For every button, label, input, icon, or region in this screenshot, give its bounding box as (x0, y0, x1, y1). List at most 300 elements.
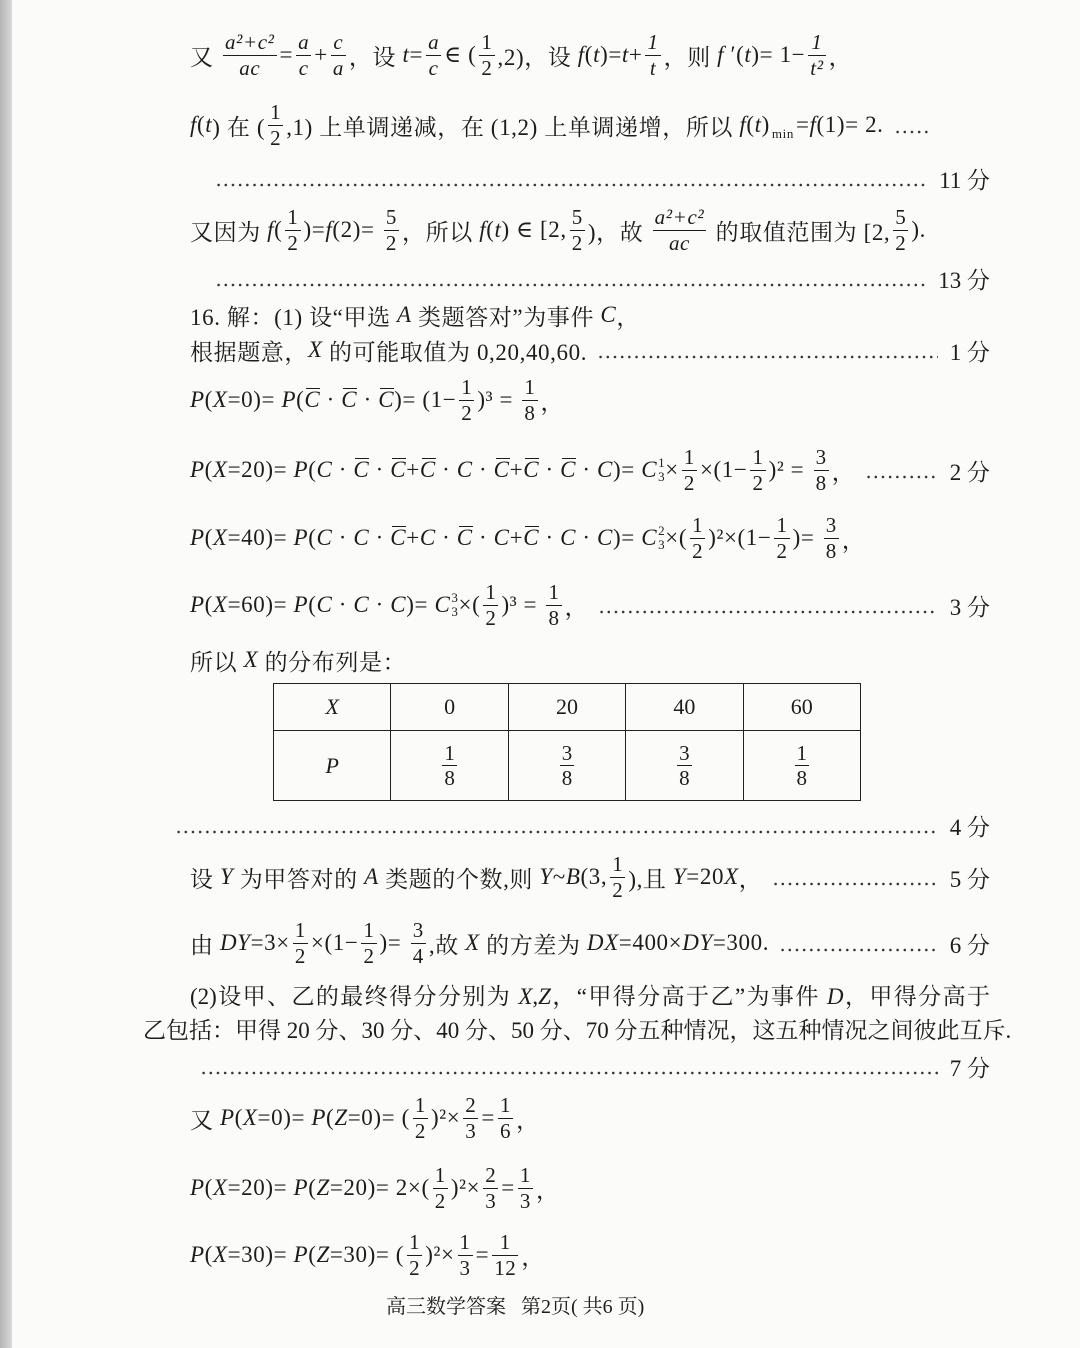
text-run: )²× (425, 1242, 455, 1267)
fraction (518, 1164, 533, 1212)
fraction-denominator: t² (810, 55, 824, 80)
dotted-leader (865, 475, 937, 479)
math-variable: P (293, 1175, 309, 1200)
text-run: + (314, 42, 328, 67)
math-variable: C (353, 592, 370, 617)
fraction-denominator: 2 (895, 230, 907, 255)
combination-base: C (641, 525, 658, 550)
dotted-leader (779, 948, 938, 952)
solution-line (190, 440, 990, 500)
fraction (479, 31, 494, 79)
text-run: 所以 (190, 649, 244, 675)
line-content (190, 514, 865, 562)
line-content (190, 853, 762, 901)
score-line (205, 148, 990, 208)
text-run: )= (379, 930, 408, 955)
text-run: ， (828, 44, 853, 70)
line-content (190, 581, 588, 629)
fraction (411, 919, 426, 967)
math-variable: f (739, 112, 747, 137)
text-run: · (576, 457, 598, 482)
fraction-denominator: 8 (524, 400, 536, 425)
math-variable: C (560, 525, 577, 550)
math-variable: P (311, 1105, 327, 1130)
table-cell (508, 731, 625, 801)
text-run: ) (761, 112, 770, 137)
line-content (190, 984, 990, 1009)
text-run: ， (540, 389, 565, 415)
fraction (690, 514, 705, 562)
math-variable: C (316, 457, 333, 482)
text-run: · (320, 387, 342, 412)
fraction (458, 1231, 473, 1279)
text-run: ( (204, 457, 213, 482)
text-run: (1)= 2. (816, 112, 884, 137)
text-run: ( (274, 217, 283, 242)
fraction-numerator: 1 (524, 375, 536, 400)
fraction-numerator: 5 (385, 205, 398, 230)
fraction-denominator: 12 (494, 1255, 517, 1280)
solution-line (190, 913, 990, 973)
row-label-x: X (274, 684, 391, 731)
text-run: · (472, 457, 494, 482)
fraction-denominator: 2 (485, 605, 497, 630)
combination-base: C (641, 457, 658, 482)
math-variable: f (809, 112, 817, 137)
math-variable: C (456, 457, 473, 482)
math-variable: X (465, 930, 480, 955)
text-run: , (532, 984, 539, 1009)
text-run: )= 1− (751, 42, 806, 67)
math-variable: C (316, 592, 333, 617)
combination-base: C (434, 592, 451, 617)
text-run: + (406, 457, 420, 482)
fraction (645, 31, 660, 79)
text-run: ，甲得分高于 (843, 984, 991, 1009)
math-variable: X (212, 457, 228, 482)
fraction-denominator: 2 (461, 400, 473, 425)
fraction (268, 101, 283, 149)
line-content (190, 1164, 560, 1212)
fraction (750, 446, 765, 494)
score-label: 13 分 (938, 267, 990, 293)
text-run: ， (616, 304, 640, 330)
text-run: · (369, 457, 391, 482)
complement-event: C (390, 457, 407, 483)
distribution-table (273, 683, 861, 801)
combination-superscript: 3 (451, 590, 459, 606)
math-variable: P (190, 525, 205, 550)
math-variable: Y (672, 864, 687, 889)
math-variable: X (724, 864, 739, 889)
fraction-numerator: 3 (561, 740, 573, 765)
text-run: = (279, 42, 294, 67)
text-run: =0)= ( (347, 1105, 410, 1130)
text-run: ，设 (348, 44, 403, 70)
math-variable: A (397, 302, 412, 327)
text-run: ( (204, 525, 213, 550)
line-content (190, 644, 406, 677)
math-variable: Z (316, 1242, 330, 1267)
math-variable: D (826, 984, 844, 1009)
fraction-denominator: 4 (412, 943, 424, 968)
fraction (546, 581, 561, 629)
fraction (285, 206, 300, 254)
complement-event: C (390, 525, 407, 551)
text-run: 为甲答对的 (233, 866, 365, 892)
fraction-denominator: 2 (287, 230, 299, 255)
fraction-denominator: 8 (825, 538, 837, 563)
text-run: ) 在 ( (212, 114, 266, 140)
text-run: · (539, 457, 561, 482)
math-variable: X (518, 984, 533, 1009)
fraction (483, 1164, 498, 1212)
solution-line (190, 1158, 560, 1218)
text-run: 的可能取值为 0,20,40,60. (322, 339, 588, 365)
fraction (774, 514, 789, 562)
score-line (190, 1036, 990, 1096)
fraction (296, 31, 311, 79)
line-content (190, 919, 769, 967)
complement-event: C (419, 457, 436, 483)
fraction-numerator: a (298, 30, 310, 55)
complement-event: C (353, 457, 370, 483)
text-run: ,1) 上单调递减，在 (1,2) 上单调递增，所以 (286, 114, 740, 140)
complement-event: C (523, 525, 540, 551)
text-run: ( (308, 1175, 317, 1200)
text-run: =20 (686, 864, 725, 889)
table-cell: 40 (626, 684, 743, 731)
row-label-p: P (274, 731, 391, 801)
fraction-numerator: c (333, 30, 344, 55)
combination-subscript: 3 (451, 604, 459, 619)
text-run: ),且 (628, 866, 673, 892)
text-run: + (509, 525, 524, 550)
fraction-denominator: t (645, 55, 660, 79)
text-run: (3, (580, 864, 608, 889)
fraction-denominator: 2 (571, 230, 583, 255)
text-run: ( (746, 112, 755, 137)
fraction-numerator: 1 (414, 1093, 426, 1118)
text-run: 类题的个数,则 (378, 866, 540, 892)
complement-event: C (493, 457, 510, 483)
line-content (190, 376, 564, 424)
fraction-numerator: 1 (409, 1230, 421, 1255)
fraction-numerator: 1 (499, 1230, 511, 1255)
fraction (498, 1094, 513, 1142)
text-run: = (475, 1242, 490, 1267)
text-run: =40)= (227, 525, 294, 550)
score-label: 1 分 (949, 339, 990, 365)
text-run: = (409, 42, 424, 67)
fraction-denominator: 6 (499, 1118, 512, 1143)
text-run: 类题答对”为事件 (411, 304, 601, 330)
math-variable: P (190, 457, 205, 482)
text-run: ，则 (663, 44, 718, 70)
text-run: ×( (458, 592, 481, 617)
math-variable: P (190, 1175, 205, 1200)
solution-line (190, 1225, 545, 1285)
text-run: = (795, 112, 810, 137)
text-run: ( (308, 457, 317, 482)
fraction-denominator: 3 (519, 1188, 531, 1213)
text-run: · (332, 525, 354, 550)
text-run: ( (197, 112, 206, 137)
dotted-leader (215, 183, 927, 187)
text-run: ,2)，设 (497, 44, 578, 70)
combination-superscript: 2 (658, 523, 666, 539)
fraction-numerator: 1 (647, 30, 659, 55)
math-variable: C (597, 457, 613, 482)
combination-indices (658, 456, 665, 483)
text-run: · (357, 387, 379, 412)
score-label: 2 分 (949, 459, 990, 485)
fraction-numerator: 1 (485, 580, 497, 605)
combination-indices (451, 591, 458, 618)
line-content (190, 31, 852, 79)
text-run: ( (308, 525, 317, 550)
fraction (407, 1231, 422, 1279)
fraction-denominator: ac (653, 230, 707, 254)
text-run: ， (738, 866, 763, 892)
text-run: ×(1− (699, 457, 748, 482)
text-run: · (576, 525, 598, 550)
score-label: 4 分 (949, 814, 990, 840)
score-label: 3 分 (949, 594, 990, 620)
fraction-numerator: 1 (363, 918, 375, 943)
text-run: )= (600, 42, 622, 67)
complement-event: C (378, 387, 395, 413)
math-variable: f (267, 217, 275, 242)
fraction-numerator: 2 (465, 1093, 477, 1118)
text-run: ， (521, 1244, 546, 1270)
dotted-leader (598, 610, 938, 614)
text-run: )²×(1− (708, 525, 772, 550)
math-variable: P (293, 457, 309, 482)
fraction-numerator: 3 (679, 740, 690, 765)
math-variable: P (293, 525, 309, 550)
math-variable: P (281, 387, 297, 412)
fraction-numerator: 1 (683, 445, 695, 470)
solution-line (190, 95, 928, 155)
text-run: 的分布列是： (258, 649, 407, 675)
fraction (682, 446, 697, 494)
combination-subscript: 3 (658, 537, 666, 552)
fraction (384, 206, 399, 254)
text-run: · (369, 525, 391, 550)
fraction-denominator: 2 (434, 1188, 446, 1213)
math-variable: f (577, 42, 585, 67)
fraction-numerator: 1 (294, 918, 306, 943)
complement-event: C (304, 387, 321, 413)
math-variable: DY (682, 930, 713, 955)
line-content (190, 446, 855, 494)
text-run: 乙包括：甲得 20 分、30 分、40 分、50 分、70 分五种情况，这五种情况之间彼此互斥. (143, 1018, 1012, 1043)
math-variable: X (243, 647, 259, 672)
complement-event: C (456, 525, 473, 551)
math-variable: Y (539, 864, 553, 889)
fraction-denominator: 8 (561, 766, 573, 790)
solution-paragraph-line (190, 980, 990, 1014)
math-variable: Y (219, 864, 234, 889)
score-label: 7 分 (949, 1055, 990, 1081)
fraction-numerator: 5 (895, 205, 907, 230)
fraction (570, 206, 585, 254)
math-variable: f (190, 112, 197, 137)
text-run: ) ∈ [2, (501, 217, 567, 242)
text-run: ∈ ( (444, 42, 477, 67)
fraction-numerator: 1 (612, 852, 624, 877)
fraction (413, 1094, 428, 1142)
text-run: · (539, 525, 561, 550)
fraction-numerator: 1 (270, 100, 282, 125)
text-run: =0)= (227, 387, 282, 412)
math-variable: t (402, 42, 410, 67)
fraction-denominator: 3 (485, 1188, 497, 1213)
math-variable: Z (538, 984, 551, 1009)
fraction-numerator: 5 (571, 205, 583, 230)
math-variable: P (293, 592, 309, 617)
math-variable: t (494, 217, 502, 242)
fraction (442, 742, 457, 790)
text-run: =30)= (227, 1242, 294, 1267)
fraction (223, 31, 277, 79)
text-run: ( (296, 387, 305, 412)
fraction (824, 514, 839, 562)
combination-symbol (641, 456, 665, 483)
math-variable: C (493, 525, 510, 550)
fraction-denominator: 2 (612, 877, 624, 902)
dotted-leader (175, 830, 938, 834)
text-run: 16. 解：(1) 设“甲选 (190, 304, 398, 330)
solution-line (190, 575, 990, 635)
table-cell: 0 (391, 684, 508, 731)
text-run: =3× (250, 930, 290, 955)
table-cell (626, 731, 743, 801)
fraction-numerator: 1 (752, 445, 764, 470)
solution-line (190, 1088, 540, 1148)
text-run: )= (613, 525, 642, 550)
fraction-denominator: 2 (683, 470, 695, 495)
text-run: = (481, 1105, 495, 1130)
text-run: ( (308, 592, 317, 617)
text-run: )³ = (477, 387, 520, 412)
line-content (190, 1231, 545, 1279)
text-run: 又 (190, 44, 220, 70)
fraction-denominator: 8 (444, 766, 455, 790)
fraction-denominator: ac (223, 55, 277, 79)
fraction-numerator: 1 (811, 30, 823, 55)
fraction-denominator: 2 (481, 55, 493, 80)
fraction-numerator: 1 (499, 1093, 512, 1118)
fraction-numerator: 3 (412, 918, 424, 943)
fraction-numerator: 1 (548, 580, 560, 605)
fraction-numerator: a²+c² (224, 30, 275, 55)
text-run: =300. (712, 930, 770, 955)
fraction-numerator: 3 (825, 513, 837, 538)
math-variable: t (593, 42, 601, 67)
text-run: · (369, 592, 391, 617)
line-content (190, 334, 587, 367)
math-variable: X (212, 1175, 228, 1200)
math-variable: X (308, 337, 323, 362)
fraction (293, 919, 308, 967)
fraction (808, 31, 825, 79)
fraction (463, 1094, 478, 1142)
score-label: 11 分 (939, 167, 990, 193)
fraction (795, 742, 810, 790)
fraction (459, 376, 474, 424)
text-run: ， (535, 1177, 560, 1203)
fraction (492, 1231, 518, 1279)
text-run: + (628, 42, 643, 67)
fraction-denominator: 2 (363, 943, 375, 968)
math-variable: P (293, 1242, 309, 1267)
text-run: ( (204, 1175, 213, 1200)
text-run: + (406, 525, 420, 550)
text-run: =20)= (227, 457, 294, 482)
combination-symbol (434, 591, 458, 618)
text-run: · (435, 457, 457, 482)
score-label: 6 分 (949, 932, 990, 958)
text-run: )² = (768, 457, 811, 482)
text-run: 根据题意， (190, 339, 308, 365)
text-run: ( (204, 1242, 213, 1267)
text-run: · (332, 457, 354, 482)
fraction (893, 206, 908, 254)
text-run: · (472, 525, 494, 550)
fraction-denominator: 2 (414, 1118, 426, 1143)
math-variable: X (212, 387, 228, 412)
text-run: + (509, 457, 524, 482)
text-run: 的取值范围为 [2, (709, 219, 891, 245)
math-variable: P (190, 1242, 205, 1267)
text-run: =400× (618, 930, 683, 955)
text-run: ， (516, 1107, 540, 1133)
text-run: ， (564, 594, 589, 620)
fraction (522, 376, 537, 424)
text-run: (2)= (332, 217, 381, 242)
math-variable: f (325, 217, 333, 242)
math-variable: P (190, 387, 205, 412)
text-run: ×(1− (310, 930, 359, 955)
dotted-leader (894, 130, 928, 134)
math-variable: f (479, 217, 487, 242)
text-run: ( (326, 1105, 335, 1130)
math-variable: P (219, 1105, 235, 1130)
text-run: ×( (665, 525, 688, 550)
line-content (190, 206, 926, 254)
text-run: ,故 (428, 932, 466, 958)
fraction (483, 581, 498, 629)
text-run: )= (303, 217, 326, 242)
combination-indices (658, 524, 665, 551)
text-run: ( (204, 387, 213, 412)
fraction-denominator: 8 (548, 605, 560, 630)
text-run: ~ (552, 864, 566, 889)
fraction-denominator: 8 (679, 766, 690, 790)
fraction-numerator: 1 (434, 1163, 446, 1188)
line-content (190, 1094, 540, 1142)
fraction (331, 31, 346, 79)
fraction-denominator: 2 (776, 538, 788, 563)
fraction-denominator: 2 (752, 470, 764, 495)
text-run: 又 (190, 1107, 220, 1133)
text-run: =60)= (227, 592, 294, 617)
fraction-numerator: 1 (692, 513, 704, 538)
fraction-denominator: 8 (815, 470, 827, 495)
math-variable: t (754, 112, 762, 137)
